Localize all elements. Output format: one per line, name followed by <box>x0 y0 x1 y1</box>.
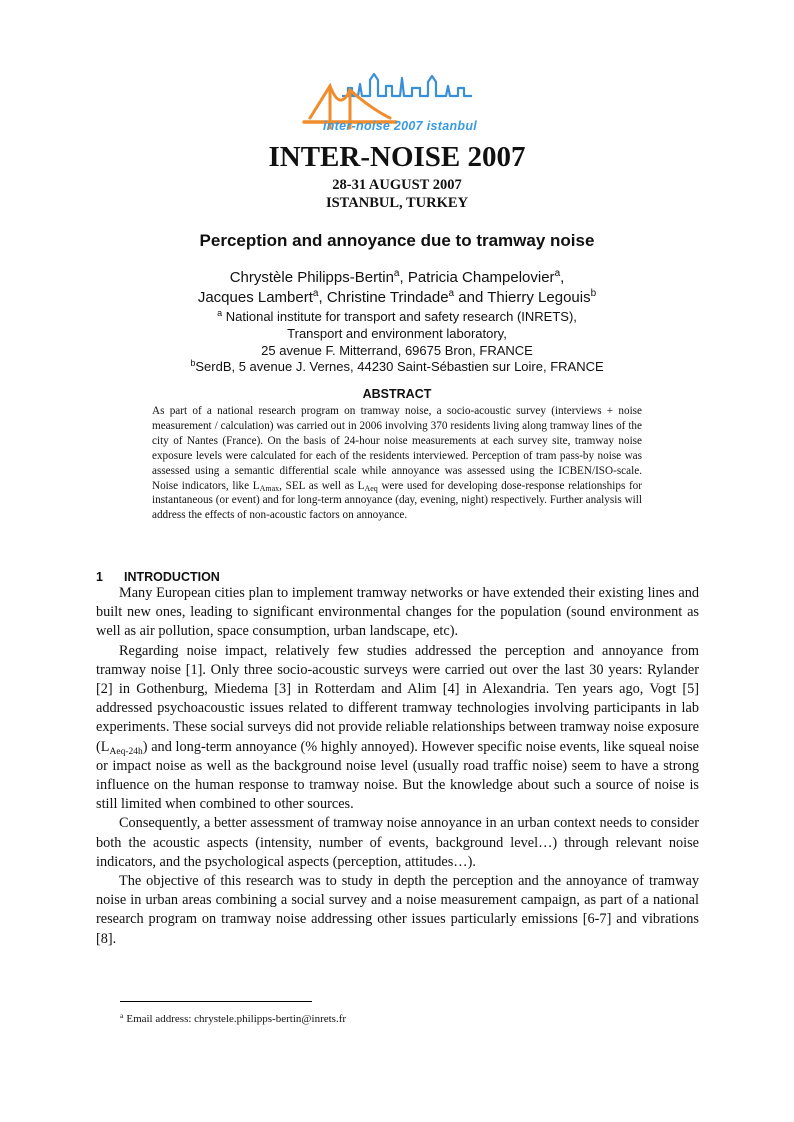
paragraph <box>96 642 699 815</box>
author-name: Christine Trindade <box>326 289 449 306</box>
affiliation-b <box>0 358 794 375</box>
footnote <box>120 1013 720 1025</box>
author-name: Thierry Legouis <box>487 289 591 306</box>
affiliation-a <box>0 308 794 325</box>
author-name: Patricia Champelovier <box>407 269 555 286</box>
abstract-text-part: were used for developing dose-response relationships for instantaneous (or event) and for long-term annoyance (day, evening, night) respectively. Further analysis will address the effects of non-acoustic factors on annoyance. <box>152 479 642 522</box>
abstract-heading: ABSTRACT <box>362 387 432 401</box>
paragraph-subscript: Aeq-24h <box>109 746 143 757</box>
paragraph: Consequently, a better assessment of tramway noise annoyance in an urban context needs to consider both the acoustic aspects (intensity, number of events, background level…) through relevant noise indicators, and the psychological aspects (perception, attitudes…). <box>96 815 699 870</box>
conference-place: ISTANBUL, TURKEY <box>325 195 469 211</box>
conference-title: INTER-NOISE 2007 <box>268 141 526 173</box>
author-affil-mark: a <box>554 268 561 279</box>
affiliation-a-line-3: 25 avenue F. Mitterrand, 69675 Bron, FRANCE <box>261 343 533 358</box>
paragraph: Many European cities plan to implement tramway networks or have extended their existing lines and built new ones, leading to significant environmental changes for the population (sound environment as well as air pollution, space consumption, urban landscape, etc). <box>96 585 699 640</box>
footnote-divider <box>120 1001 312 1002</box>
author-affil-mark: a <box>393 268 400 279</box>
author-affil-mark: a <box>312 288 319 299</box>
section-title: INTRODUCTION <box>124 570 220 584</box>
section-heading <box>96 570 696 584</box>
abstract-text-part: As part of a national research program on tramway noise, a socio-acoustic survey (interviews + noise measurement / calculation) was carried out in 2006 involving 370 residents living along tramway lines of the city of Nantes (France). On the basis of 24-hour noise measurements at each survey site, tramway noise exposure levels were calculated for each of the residents interviewed. Perception of tram pass-by noise was assessed using a semantic differential scale while annoyance was assessed using the ICBEN/ISO-scale. Noise indicators, like L <box>152 405 642 492</box>
author-separator: , <box>399 269 408 286</box>
affiliation-text: National institute for transport and safety research (INRETS), <box>222 309 577 324</box>
author-separator: , <box>318 289 327 306</box>
abstract-body <box>152 404 642 523</box>
author-name: Jacques Lambert <box>197 289 313 306</box>
affiliation-mark: b <box>190 358 196 368</box>
affiliation-a-line-2: Transport and environment laboratory, <box>287 326 507 341</box>
logo-caption: inter-noise 2007 istanbul <box>322 119 478 133</box>
author-separator: and <box>454 289 488 306</box>
affiliation-text: SerdB, 5 avenue J. Vernes, 44230 Saint-Sébastien sur Loire, FRANCE <box>195 359 604 374</box>
body-text <box>96 584 699 949</box>
affiliation-mark: a <box>217 308 223 318</box>
paragraph: The objective of this research was to study in depth the perception and the annoyance of tramway noise in urban areas combining a social survey and a noise measurement campaign, as part of a national research program on tramway noise addressing other issues particularly emissions [6-7] and vibrations [8]. <box>96 873 699 947</box>
paper-title: Perception and annoyance due to tramway noise <box>199 231 595 250</box>
abstract-text-part: , SEL as well as L <box>279 479 365 492</box>
abstract-subscript: Aeq <box>364 483 378 493</box>
author-separator: , <box>560 269 565 286</box>
author-line <box>0 268 794 288</box>
section-number: 1 <box>96 570 103 584</box>
author-line <box>0 288 794 308</box>
author-name: Chrystèle Philipps-Bertin <box>229 269 394 286</box>
paragraph-text-part: Regarding noise impact, relatively few studies addressed the perception and annoyance from tramway noise [1]. Only three socio-acoustic surveys were carried out over the last 30 years: Rylander [2] in Gothenburg, Miedema [3] in Rotterdam and Alim [4] in Alexandria. Ten years ago, Vogt [5] addressed psychoacoustic issues related to different tramway technologies involving participants in lab experiments. These social surveys did not provide reliable relationships between tramway noise exposure (L <box>96 642 699 755</box>
skyline-graphic <box>342 74 472 96</box>
footnote-mark: a <box>120 1011 124 1020</box>
author-affil-mark: a <box>448 288 455 299</box>
footnote-text: Email address: chrystele.philipps-bertin@inrets.fr <box>126 1013 347 1025</box>
conference-dates: 28-31 AUGUST 2007 <box>332 177 462 193</box>
paragraph-text-part: ) and long-term annoyance (% highly annoyed). However specific noise events, like squeal noise or impact noise as well as the background noise level (usually road traffic noise) seem to have a strong influence on the human response to tramway noise. But the knowledge about such a source of noise is still limited when combined to other sources. <box>96 738 699 813</box>
abstract-subscript: Amax <box>259 483 280 493</box>
author-affil-mark: b <box>590 288 597 299</box>
